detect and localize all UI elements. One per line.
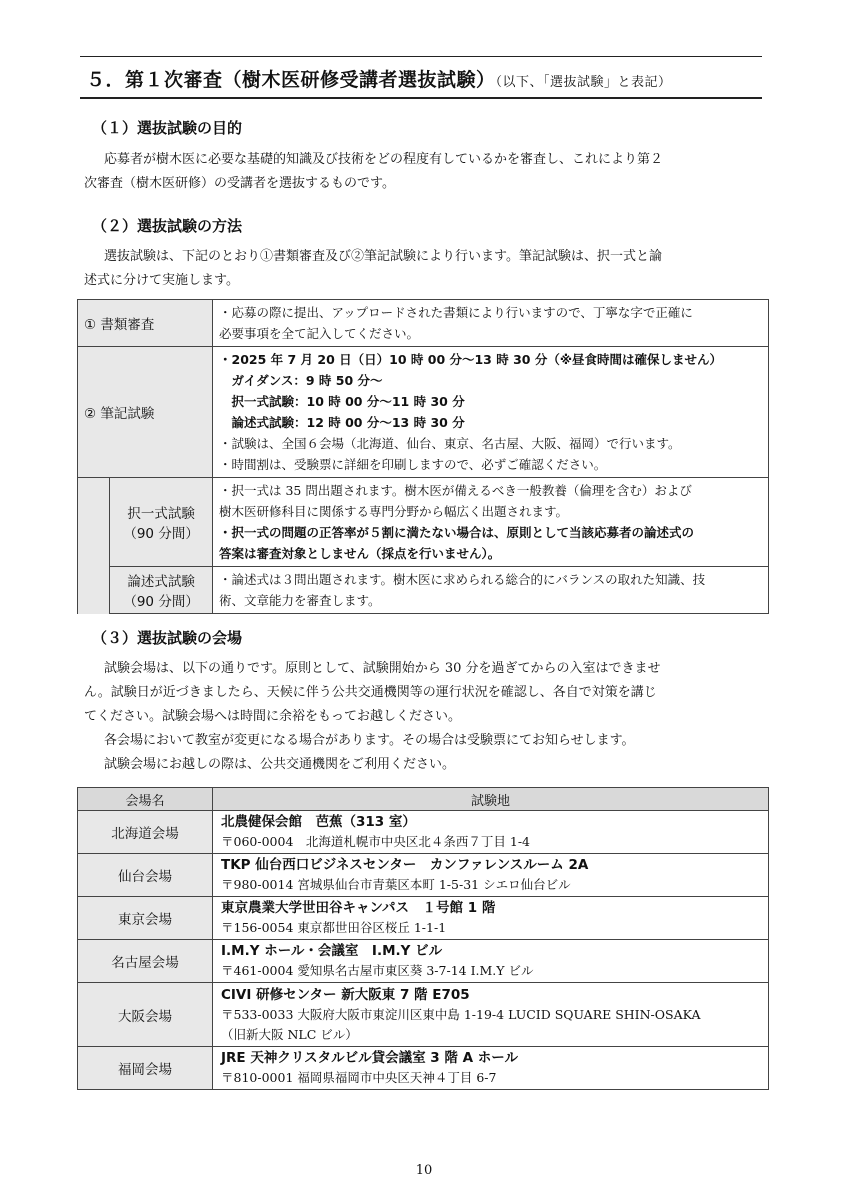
essay-label: [110, 567, 213, 614]
text-line: 試験会場にお越しの際は、公共交通機関をご利用ください。: [104, 757, 456, 772]
text-line: 述式に分けて実施します。: [84, 273, 239, 288]
indent-cell: [78, 478, 110, 614]
method-paragraph: [84, 245, 764, 293]
text-line: 次審査（樹木医研修）の受講者を選抜するものです。: [84, 176, 395, 191]
page-number: 10: [415, 1163, 433, 1178]
section-title: ５．第１次審査（樹木医研修受講者選抜試験）: [86, 69, 496, 91]
venue-place: 東京農業大学世田谷キャンパス １号館 1 階: [221, 900, 496, 916]
written-exam-content: [213, 347, 769, 478]
text-line: ・論述式は３問出題されます。樹木医に求められる総合的にバランスの取れた知識、技: [219, 572, 706, 587]
multiple-choice-title: 択一式試験: [127, 506, 195, 522]
venue-place: I.M.Y ホール・会議室 I.M.Y ビル: [221, 943, 443, 959]
text-line: 術、文章能力を審査します。: [219, 593, 381, 608]
venue-address: 〒060-0004 北海道札幌市中央区北４条西７丁目 1-4: [221, 834, 530, 849]
method-heading: （２）選抜試験の方法: [92, 217, 243, 235]
text-line: 必要事項を全て記入してください。: [219, 326, 420, 341]
text-line: てください。試験会場へは時間に余裕をもってお越しください。: [84, 709, 462, 724]
multiple-choice-duration: （90 分間）: [123, 526, 199, 542]
schedule-line: 択一式試験：10 時 00 分～11 時 30 分: [219, 394, 465, 409]
venue-detail: [213, 940, 769, 983]
text-line: ん。試験日が近づきましたら、天候に伴う公共交通機関等の運行状況を確認し、各自で対策を講じ: [84, 685, 657, 700]
venue-name: 仙台会場: [78, 854, 213, 897]
venue-name: 名古屋会場: [78, 940, 213, 983]
table-row: [78, 1047, 769, 1090]
venue-heading: （３）選抜試験の会場: [92, 629, 243, 647]
venue-detail: [213, 854, 769, 897]
text-line: ・時間割は、受験票に詳細を印刷しますので、必ずご確認ください。: [219, 457, 607, 472]
essay-title: 論述式試験: [127, 574, 195, 590]
table-row: [78, 940, 769, 983]
section-heading: [80, 56, 762, 99]
venue-detail: [213, 897, 769, 940]
exam-method-table: [77, 299, 769, 614]
venue-detail: [213, 983, 769, 1047]
text-line: 応募者が樹木医に必要な基礎的知識及び技術をどの程度有しているかを審査し、これにより第２: [104, 152, 664, 167]
table-row: [78, 897, 769, 940]
table-row: [78, 811, 769, 854]
venue-detail: [213, 811, 769, 854]
text-line: ・択一式は 35 問出題されます。樹木医が備えるべき一般教養（倫理を含む）および: [219, 483, 692, 498]
text-line: 選抜試験は、下記のとおり①書類審査及び②筆記試験により行います。筆記試験は、択一式と論: [104, 249, 662, 264]
text-line: ・応募の際に提出、アップロードされた書類により行いますので、丁寧な字で正確に: [219, 305, 693, 320]
warning-line: 答案は審査対象としません（採点を行いません）。: [219, 546, 501, 561]
text-line: ・試験は、全国６会場（北海道、仙台、東京、名古屋、大阪、福岡）で行います。: [219, 436, 681, 451]
venue-table: [77, 787, 769, 1090]
text-line: 試験会場は、以下の通りです。原則として、試験開始から 30 分を過ぎてからの入室はできませ: [104, 661, 661, 676]
schedule-line: ガイダンス：9 時 50 分～: [219, 373, 383, 388]
multiple-choice-label: [110, 478, 213, 567]
written-exam-label: ② 筆記試験: [78, 347, 213, 478]
venue-name: 東京会場: [78, 897, 213, 940]
multiple-choice-content: [213, 478, 769, 567]
essay-content: [213, 567, 769, 614]
purpose-heading: （１）選抜試験の目的: [92, 119, 243, 137]
schedule-line: ・2025 年 7 月 20 日（日）10 時 00 分～13 時 30 分（※昼食時間は確保しません）: [219, 352, 722, 367]
venue-address: 〒810-0001 福岡県福岡市中央区天神４丁目 6-7: [221, 1070, 497, 1085]
venue-location-header: 試験地: [213, 788, 769, 811]
text-line: 各会場において教室が変更になる場合があります。その場合は受験票にてお知らせします。: [104, 733, 635, 748]
text-line: 樹木医研修科目に関係する専門分野から幅広く出題されます。: [219, 504, 569, 519]
venue-address: 〒533-0033 大阪府大阪市東淀川区東中島 1-19-4 LUCID SQUARE SHIN-OSAKA: [221, 1006, 701, 1022]
venue-address: 〒980-0014 宮城県仙台市青葉区本町 1-5-31 シエロ仙台ビル: [221, 877, 571, 892]
essay-duration: （90 分間）: [123, 594, 199, 610]
venue-address: 〒156-0054 東京都世田谷区桜丘 1-1-1: [221, 920, 447, 935]
table-row: [78, 983, 769, 1047]
venue-name: 大阪会場: [78, 983, 213, 1047]
venue-name: 福岡会場: [78, 1047, 213, 1090]
venue-place: CIVI 研修センター 新大阪東 7 階 E705: [221, 986, 470, 1003]
venue-address: （旧新大阪 NLC ビル）: [221, 1026, 358, 1042]
purpose-paragraph: [84, 148, 764, 196]
venue-paragraph: [84, 657, 764, 777]
venue-place: TKP 仙台西口ビジネスセンター カンファレンスルーム 2A: [221, 857, 589, 873]
venue-detail: [213, 1047, 769, 1090]
venue-place: JRE 天神クリスタルビル貸会議室 3 階 A ホール: [221, 1050, 518, 1066]
venue-place: 北農健保会館 芭蕉（313 室）: [221, 814, 416, 830]
section-title-note: （以下、「選抜試験」と表記）: [495, 75, 672, 90]
venue-name-header: 会場名: [78, 788, 213, 811]
doc-review-label: ① 書類審査: [78, 300, 213, 347]
venue-address: 〒461-0004 愛知県名古屋市東区葵 3-7-14 I.M.Y ビル: [221, 963, 534, 978]
warning-line: ・択一式の問題の正答率が５割に満たない場合は、原則として当該応募者の論述式の: [219, 525, 695, 540]
table-row: [78, 854, 769, 897]
schedule-line: 論述式試験：12 時 00 分～13 時 30 分: [219, 415, 465, 430]
venue-name: 北海道会場: [78, 811, 213, 854]
doc-review-content: [213, 300, 769, 347]
